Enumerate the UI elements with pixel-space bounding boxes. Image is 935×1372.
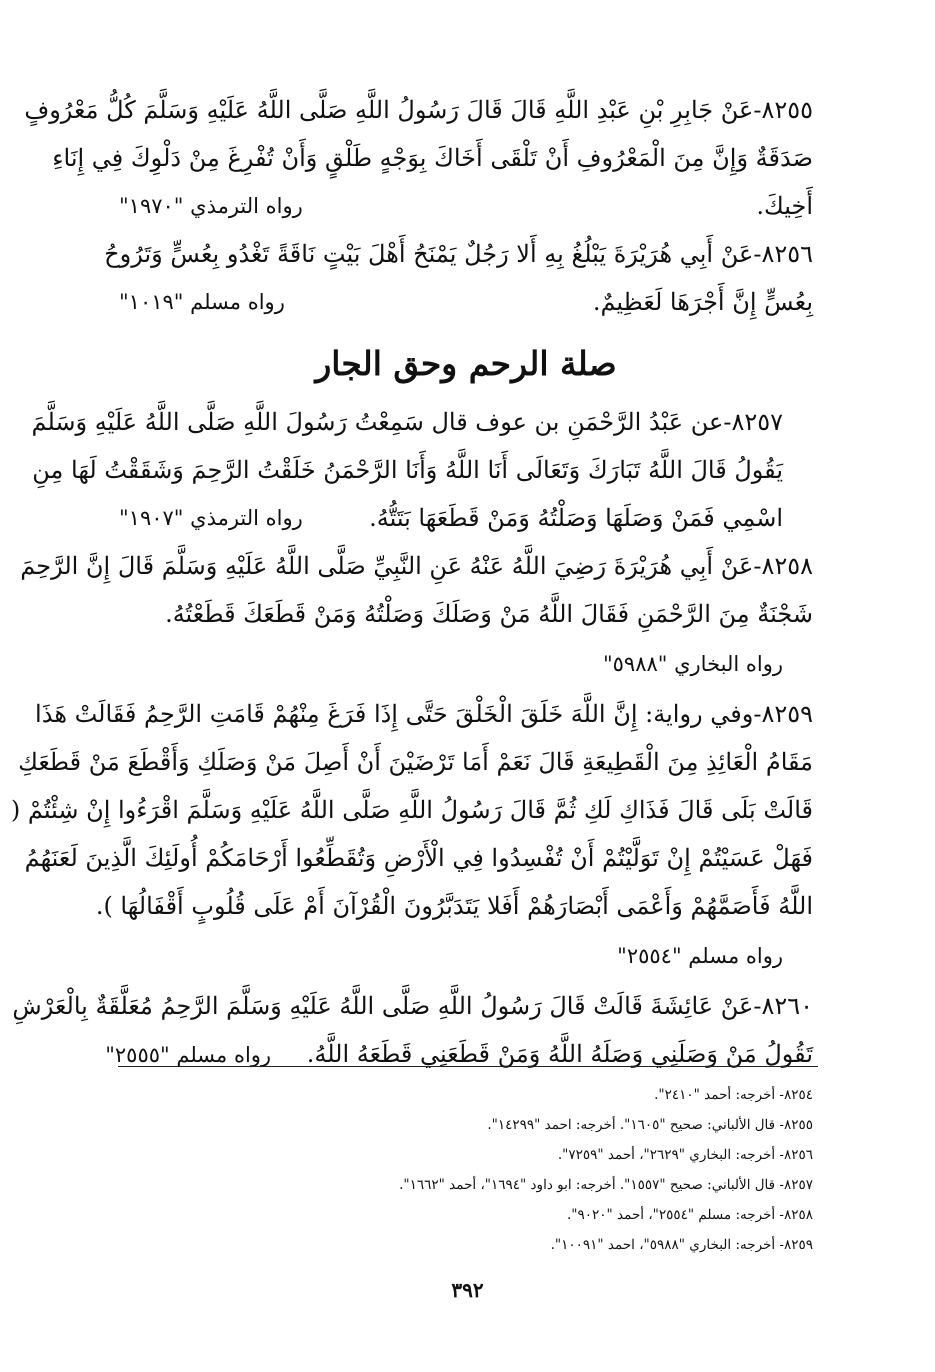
hadith-8257-source: رواه الترمذي "١٩٠٧"	[119, 506, 303, 530]
footnote-separator	[118, 1066, 818, 1067]
hadith-8259-line-3: قَالَتْ بَلَى قَالَ فَذَاكِ لَكِ ثُمَّ قَالَ رَسُولُ اللَّهِ صَلَّى اللَّهُ عَلَيْهِ وَسَلَّمَ اقْرَءُوا إِنْ شِئْتُمْ (	[10, 796, 813, 824]
section-heading: صلة الرحم وحق الجار	[315, 344, 617, 383]
page-number: ٣٩٢	[451, 1278, 484, 1302]
footnote-8258: ٨٢٥٨- أخرجه: مسلم "٢٥٥٤"، أحمد "٩٠٢٠".	[567, 1207, 813, 1223]
footnote-8259: ٨٢٥٩- أخرجه: البخاري "٥٩٨٨"، احمد "١٠٠٩١".	[550, 1237, 813, 1253]
hadith-8257-last-line	[119, 494, 813, 542]
hadith-8256-line-1: ٨٢٥٦-عَنْ أَبِي هُرَيْرَةَ يَبْلُغُ بِهِ أَلا رَجُلٌ يَمْنَحُ أَهْلَ بَيْتٍ نَاقَةً تَغْدُو بِعُسٍّ وَتَرُوحُ	[104, 240, 813, 268]
hadith-8255-end-text: أَخِيكَ.	[756, 192, 813, 220]
hadith-8259-source: رواه مسلم "٢٥٥٤"	[617, 944, 783, 968]
hadith-8260-line-1: ٨٢٦٠-عَنْ عَائِشَةَ قَالَتْ قَالَ رَسُولُ اللَّهِ صَلَّى اللَّهُ عَلَيْهِ وَسَلَّمَ الرَّحِمُ مُعَلَّقَةٌ بِالْعَرْشِ	[12, 992, 813, 1020]
hadith-8255-line-1: ٨٢٥٥-عَنْ جَابِرِ بْنِ عَبْدِ اللَّهِ قَالَ قَالَ رَسُولُ اللَّهِ صَلَّى اللَّهُ عَلَيْهِ وَسَلَّمَ كُلُّ مَعْرُوفٍ	[24, 96, 813, 124]
hadith-8260-last-line	[105, 1030, 813, 1078]
hadith-8259-line-1: ٨٢٥٩-وفي رواية: إِنَّ اللَّهَ خَلَقَ الْخَلْقَ حَتَّى إِذَا فَرَغَ مِنْهُمْ قَامَتِ الرَّحِمُ فَقَالَتْ هَذَا	[35, 700, 813, 728]
hadith-8257-line-2: يَقُولُ قَالَ اللَّهُ تَبَارَكَ وَتَعَالَى أَنَا اللَّهُ وَأَنَا الرَّحْمَنُ خَلَقْتُ الرَّحِمَ وَشَقَقْتُ لَهَا مِنِ	[32, 456, 783, 484]
footnote-8256: ٨٢٥٦- أخرجه: البخاري "٢٦٢٩"، أحمد "٧٢٥٩".	[557, 1147, 813, 1163]
footnotes	[113, 1080, 813, 1260]
hadith-8256-last-line	[119, 278, 813, 326]
hadith-8255-last-line	[119, 182, 813, 230]
hadith-8259-line-2: مَقَامُ الْعَائِذِ مِنَ الْقَطِيعَةِ قَالَ نَعَمْ أَمَا تَرْضَيْنَ أَنْ أَصِلَ مَنْ وَصَلَكِ وَأَقْطَعَ مَنْ قَطَعَكِ	[18, 748, 813, 776]
hadith-8255-source: رواه الترمذي "١٩٧٠"	[119, 194, 303, 218]
main-text	[10, 86, 813, 1078]
hadith-8258-source: رواه البخاري "٥٩٨٨"	[602, 652, 783, 676]
footnote-8257: ٨٢٥٧- قال الألباني: صحيح "١٥٥٧". أخرجه: ابو داود "١٦٩٤"، أحمد "١٦٦٢".	[399, 1177, 813, 1193]
hadith-8258-end-text: شَجْنَةٌ مِنَ الرَّحْمَنِ فَقَالَ اللَّهُ مَنْ وَصَلَكَ وَصَلْتُهُ وَمَنْ قَطَعَكَ قَطَعْتُهُ.	[165, 600, 813, 628]
hadith-8260-end-text: تَقُولُ مَنْ وَصَلَنِي وَصَلَهُ اللَّهُ وَمَنْ قَطَعَنِي قَطَعَهُ اللَّهُ.	[306, 1040, 813, 1068]
hadith-8256-source: رواه مسلم "١٠١٩"	[119, 290, 285, 314]
footnote-8255: ٨٢٥٥- قال الألباني: صحيح "١٦٠٥". أخرجه: احمد "١٤٢٩٩".	[487, 1117, 813, 1133]
hadith-8259-line-4: فَهَلْ عَسَيْتُمْ إِنْ تَوَلَّيْتُمْ أَنْ تُفْسِدُوا فِي الْأَرْضِ وَتُقَطِّعُوا أَرْحَامَكُمْ أُولَئِكَ الَّذِينَ لَعَنَهُمُ	[24, 844, 813, 872]
hadith-8260-source: رواه مسلم "٢٥٥٥"	[105, 1043, 272, 1067]
hadith-8255-line-2: صَدَقَةٌ وَإِنَّ مِنَ الْمَعْرُوفِ أَنْ تَلْقَى أَخَاكَ بِوَجْهٍ طَلْقٍ وَأَنْ تُفْرِغَ مِنْ دَلْوِكَ فِي إِنَاءِ	[52, 144, 813, 172]
hadith-8256-end-text: بِعُسٍّ إِنَّ أَجْرَهَا لَعَظِيمٌ.	[592, 288, 813, 316]
hadith-8257-line-1: ٨٢٥٧-عن عَبْدُ الرَّحْمَنِ بن عوف قال سَمِعْتُ رَسُولَ اللَّهِ صَلَّى اللَّهُ عَلَيْهِ وَسَلَّمَ	[31, 408, 783, 436]
footnote-8254: ٨٢٥٤- أخرجه: أحمد "٢٤١٠".	[654, 1087, 813, 1103]
hadith-8258-line-1: ٨٢٥٨-عَنْ أَبِي هُرَيْرَةَ رَضِيَ اللَّهُ عَنْهُ عَنِ النَّبِيِّ صَلَّى اللَّهُ عَلَيْهِ وَسَلَّمَ قَالَ إِنَّ الرَّحِمَ	[20, 552, 813, 580]
hadith-8259-end-text: اللَّهُ فَأَصَمَّهُمْ وَأَعْمَى أَبْصَارَهُمْ أَفَلا يَتَدَبَّرُونَ الْقُرْآنَ أَمْ عَلَى قُلُوبٍ أَقْفَالُهَا ).	[95, 892, 813, 920]
hadith-8257-end-text: اسْمِي فَمَنْ وَصَلَهَا وَصَلْتُهُ وَمَنْ قَطَعَهَا بَتَتُّهُ.	[369, 504, 783, 532]
